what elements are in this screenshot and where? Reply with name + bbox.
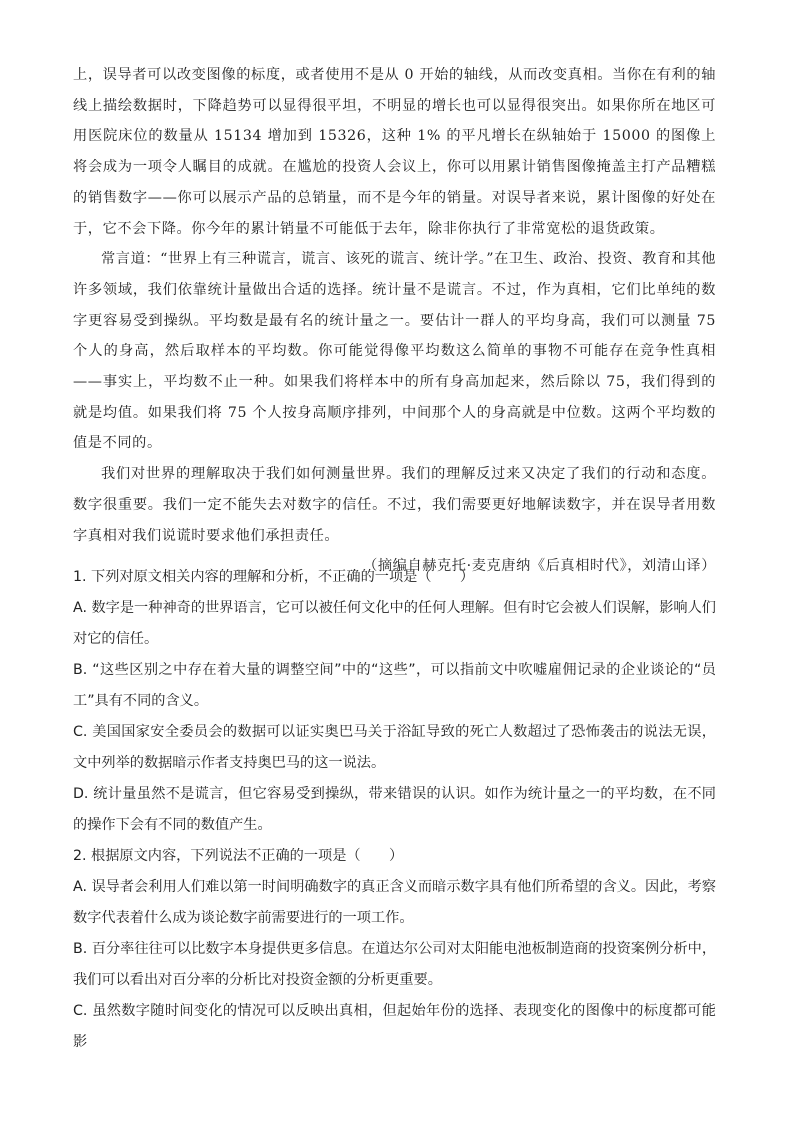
question-1-option-d: D. 统计量虽然不是谎言，但它容易受到操纵，带来错误的认识。如作为统计量之一的平均数，在不同的操作下会有不同的数值产生。 [73,786,716,833]
question-section [73,562,716,1058]
question-2-option-c: C. 虽然数字随时间变化的情况可以反映出真相，但起始年份的选择、表现变化的图像中的标度都可能影 [73,1003,716,1050]
passage-paragraph-1: 上，误导者可以改变图像的标度，或者使用不是从 0 开始的轴线，从而改变真相。当你在有利的轴线上描绘数据时，下降趋势可以显得很平坦，不明显的增长也可以显得很突出。如果你所在地区可用医院床位的数量从 15134 增加到 15326，这种 1% 的平凡增长在纵轴始于 15000 的图像上将会成为一项令人瞩目的成就。在尴尬的投资人会议上，你可以用累计销售图像掩盖主打产品糟糕的销售数字——你可以展示产品的总销量，而不是今年的销量。对误导者来说，累计图像的好处在于，它不会下降。你今年的累计销量不可能低于去年，除非你执行了非常宽松的退货政策。 [73,67,716,237]
question-1-option-a: A. 数字是一种神奇的世界语言，它可以被任何文化中的任何人理解。但有时它会被人们误解，影响人们对它的信任。 [73,600,716,647]
reading-passage [73,60,716,582]
passage-paragraph-2: 常言道：“世界上有三种谎言，谎言、该死的谎言、统计学。”在卫生、政治、投资、教育和其他许多领域，我们依靠统计量做出合适的选择。统计量不是谎言。不过，作为真相，它们比单纯的数字更容易受到操纵。平均数是最有名的统计量之一。要估计一群人的平均身高，我们可以测量 75 个人的身高，然后取样本的平均数。你可能觉得像平均数这么简单的事物不可能存在竞争性真相——事实上，平均数不止一种。如果我们将样本中的所有身高加起来，然后除以 75，我们得到的就是均值。如果我们将 75 个人按身高顺序排列，中间那个人的身高就是中位数。这两个平均数的值是不同的。 [73,251,716,452]
question-1-stem: 1. 下列对原文相关内容的理解和分析，不正确的一项是（ ） [73,569,475,585]
question-2-stem: 2. 根据原文内容，下列说法不正确的一项是（ ） [73,848,404,864]
question-1-option-b: B. “这些区别之中存在着大量的调整空间”中的“这些”，可以指前文中吹嘘雇佣记录的企业谈论的“员工”具有不同的含义。 [73,662,716,709]
question-2-option-b: B. 百分率往往可以比数字本身提供更多信息。在道达尔公司对太阳能电池板制造商的投资案例分析中，我们可以看出对百分率的分析比对投资金额的分析更重要。 [73,941,717,988]
passage-paragraph-3: 我们对世界的理解取决于我们如何测量世界。我们的理解反过来又决定了我们的行动和态度。数字很重要。我们一定不能失去对数字的信任。不过，我们需要更好地解读数字，并在误导者用数字真相对我们说谎时要求他们承担责任。 [73,466,716,544]
question-1-option-c: C. 美国国家安全委员会的数据可以证实奥巴马关于浴缸导致的死亡人数超过了恐怖袭击的说法无误，文中列举的数据暗示作者支持奥巴马的这一说法。 [73,724,716,771]
question-2-option-a: A. 误导者会利用人们难以第一时间明确数字的真正含义而暗示数字具有他们所希望的含义。因此，考察数字代表着什么成为谈论数字前需要进行的一项工作。 [73,879,716,926]
passage-source: （摘编自赫克托·麦克唐纳《后真相时代》，刘清山译） [363,558,716,575]
